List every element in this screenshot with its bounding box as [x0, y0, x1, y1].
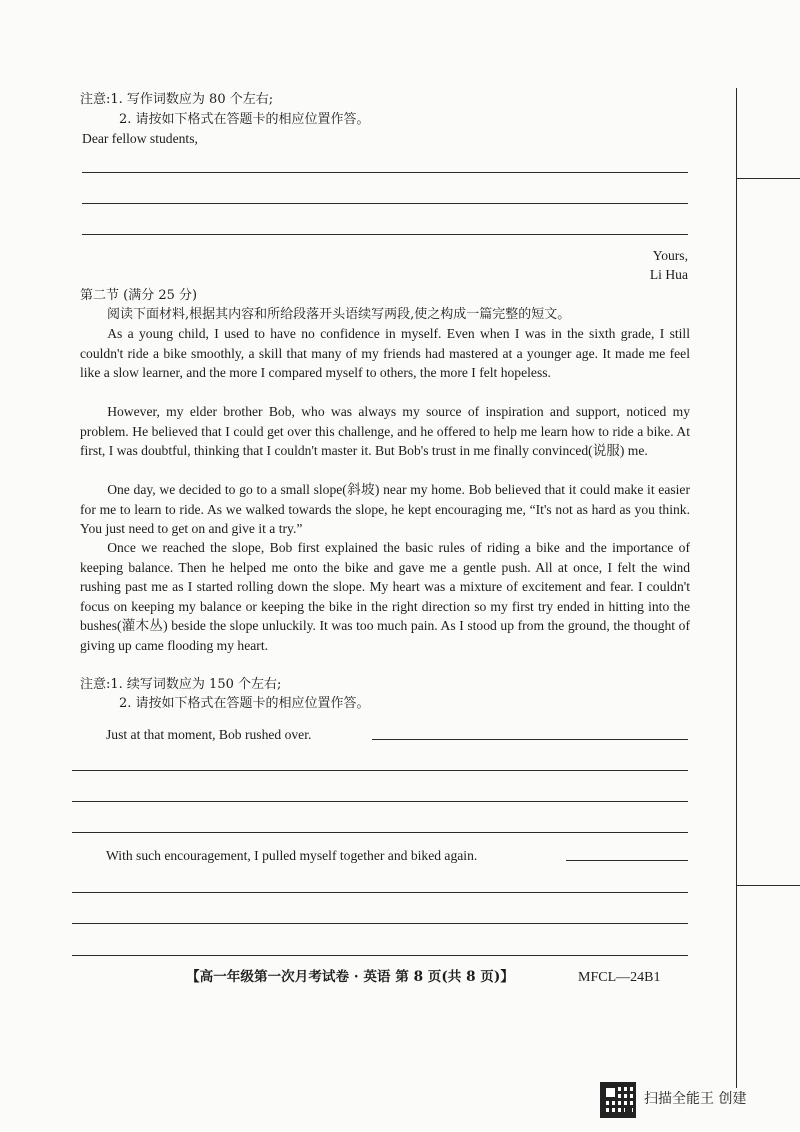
writing1-greeting: Dear fellow students,: [82, 131, 198, 146]
binding-line: [736, 88, 737, 1088]
continuation-answer-line-2: [72, 801, 688, 802]
qr-code-icon: [600, 1082, 636, 1118]
binding-tick-bottom: [736, 885, 800, 886]
continuation-note-line1: 注意:1. 续写词数应为 150 个左右;: [80, 677, 282, 692]
writing1-answer-line-2: [82, 203, 688, 204]
writing1-note-line1: 注意:1. 写作词数应为 80 个左右;: [80, 92, 274, 107]
story-paragraph-4: Once we reached the slope, Bob first explained the basic rules of riding a bike and the importance of keeping balance. Then he helped me onto the bike and gave me a gentle push. All at once, I felt the wind rushing past me as I started rolling down the slope. My heart was a mixture of excitement and fear. I couldn't focus on keeping my balance or keeping the bike in the right direction so my first try ended in hitting into the bushes(灌木丛) beside the slope unluckily. It was too much pain. As I stood up from the ground, the thought of giving up came flooding my heart.: [80, 540, 690, 653]
continuation-prompt-1: Just at that moment, Bob rushed over.: [106, 727, 312, 742]
page-footer-title: 【高一年级第一次月考试卷 · 英语 第 8 页(共 8 页)】: [186, 969, 514, 985]
page-footer-code: MFCL—24B1: [578, 970, 661, 985]
continuation-answer-line-4: [72, 892, 688, 893]
writing1-answer-line-3: [82, 234, 688, 235]
story-paragraph-2: However, my elder brother Bob, who was always my source of inspiration and support, noticed my problem. He believed that I could get over this challenge, and he offered to help me learn how to ride a bike. At first, I was doubtful, thinking that I couldn't master it. But Bob's trust in me finally convinced(说服) me.: [80, 404, 690, 459]
writing1-closing: Yours,: [652, 248, 688, 263]
binding-tick-top: [736, 178, 800, 179]
scanner-watermark: 扫描全能王 创建: [644, 1091, 747, 1107]
continuation-prompt-2: With such encouragement, I pulled myself together and biked again.: [106, 848, 478, 863]
section2-heading: 第二节 (满分 25 分): [80, 288, 198, 303]
prompt2-answer-blank: [566, 860, 688, 861]
section2-instruction: 阅读下面材料,根据其内容和所给段落开头语续写两段,使之构成一篇完整的短文。: [107, 307, 571, 322]
story-paragraph-3: One day, we decided to go to a small slope(斜坡) near my home. Bob believed that it could make it easier for me to learn to ride. As we walked towards the slope, he kept encouraging me, “It's not as hard as you think. You just need to get on and give it a try.”: [80, 482, 690, 537]
continuation-answer-line-1: [72, 770, 688, 771]
continuation-answer-line-3: [72, 832, 688, 833]
writing1-signature: Li Hua: [649, 267, 688, 282]
writing1-note-line2: 2. 请按如下格式在答题卡的相应位置作答。: [119, 112, 370, 127]
writing1-answer-line-1: [82, 172, 688, 173]
story-paragraph-1: As a young child, I used to have no confidence in myself. Even when I was in the sixth grade, I still couldn't ride a bike smoothly, a skill that many of my friends had mastered at a younger age. It made me feel like a slow learner, and the more I compared myself to others, the more I felt hopeless.: [80, 326, 690, 381]
continuation-answer-line-5: [72, 923, 688, 924]
continuation-note-line2: 2. 请按如下格式在答题卡的相应位置作答。: [119, 696, 370, 711]
continuation-answer-line-6: [72, 955, 688, 956]
prompt1-answer-blank: [372, 739, 688, 740]
